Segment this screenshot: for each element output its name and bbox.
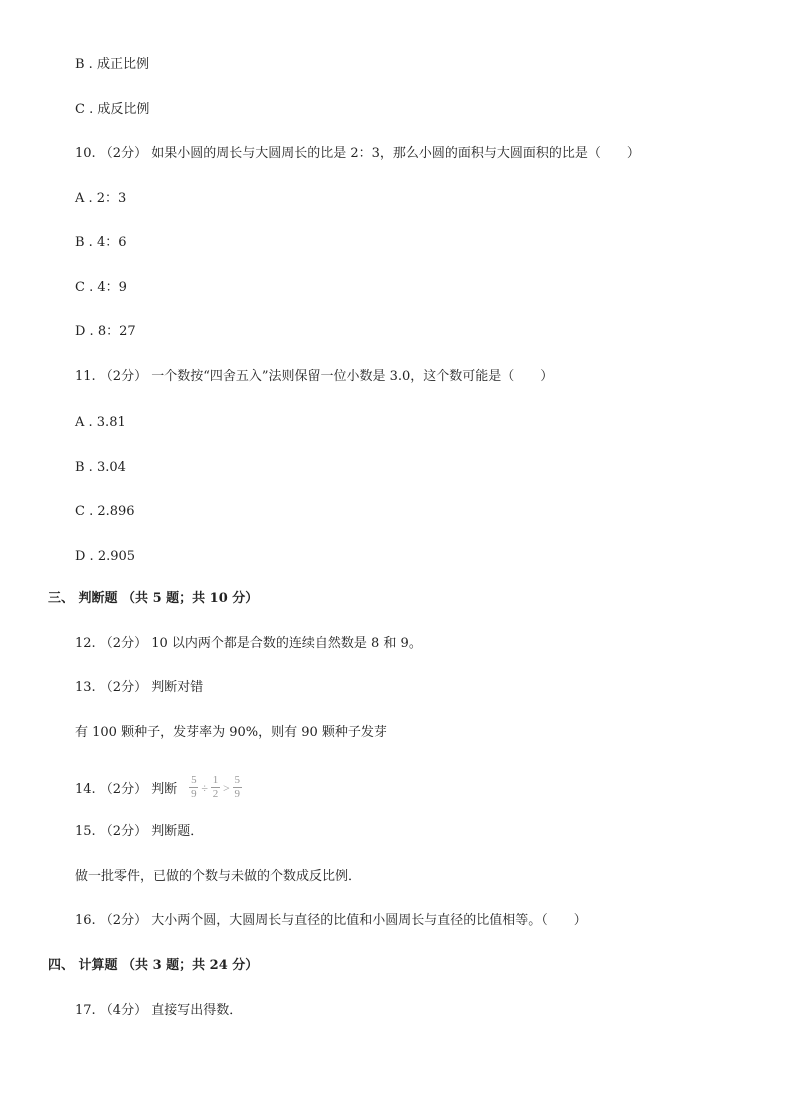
option-c-inverse-proportional: C . 成反比例 xyxy=(75,102,150,117)
question-11: 11. （2分） 一个数按“四舍五入”法则保留一位小数是 3.0，这个数可能是（ ） xyxy=(75,369,554,384)
q11-option-b: B . 3.04 xyxy=(75,460,126,475)
fraction-one-half xyxy=(211,775,220,800)
question-13: 13. （2分） 判断对错 xyxy=(75,680,204,695)
q11-option-c: C . 2.896 xyxy=(75,504,135,519)
q11-option-a: A . 3.81 xyxy=(75,415,126,430)
question-10: 10. （2分） 如果小圆的周长与大圆周长的比是 2：3，那么小圆的面积与大圆面积的比是（ ） xyxy=(75,146,640,161)
q10-option-b: B . 4：6 xyxy=(75,235,127,250)
question-16: 16. （2分） 大小两个圆，大圆周长与直径的比值和小圆周长与直径的比值相等。（ ） xyxy=(75,913,587,928)
fraction-denominator: 9 xyxy=(191,788,197,800)
fraction-numerator: 1 xyxy=(212,774,219,786)
question-15: 15. （2分） 判断题． xyxy=(75,824,204,839)
q10-option-a: A . 2：3 xyxy=(75,191,127,206)
fraction-five-ninths-right xyxy=(233,775,242,800)
fraction-five-ninths xyxy=(189,775,198,800)
q10-option-d: D . 8：27 xyxy=(75,324,136,339)
fraction-denominator: 2 xyxy=(212,788,219,800)
question-14-expression xyxy=(189,775,241,800)
q11-option-d: D . 2.905 xyxy=(75,549,136,564)
question-12: 12. （2分） 10 以内两个都是合数的连续自然数是 8 和 9。 xyxy=(75,636,422,651)
fraction-numerator: 5 xyxy=(191,774,197,786)
question-17: 17. （4分） 直接写出得数． xyxy=(75,1003,243,1018)
section-4-heading: 四、 计算题 （共 3 题；共 24 分） xyxy=(48,958,259,973)
question-15-detail: 做一批零件，已做的个数与未做的个数成反比例． xyxy=(75,869,362,884)
section-3-heading: 三、 判断题 （共 5 题；共 10 分） xyxy=(48,591,259,606)
question-14 xyxy=(75,774,242,802)
question-14-text: 14. （2分） 判断 xyxy=(75,782,178,797)
q10-option-c: C . 4：9 xyxy=(75,280,127,295)
fraction-denominator: 9 xyxy=(234,788,240,800)
fraction-numerator: 5 xyxy=(234,774,240,786)
question-13-detail: 有 100 颗种子，发芽率为 90%，则有 90 颗种子发芽 xyxy=(75,725,387,740)
divide-sign: ÷ xyxy=(201,780,208,795)
greater-than-sign: > xyxy=(222,780,230,795)
option-b-proportional: B . 成正比例 xyxy=(75,57,149,72)
